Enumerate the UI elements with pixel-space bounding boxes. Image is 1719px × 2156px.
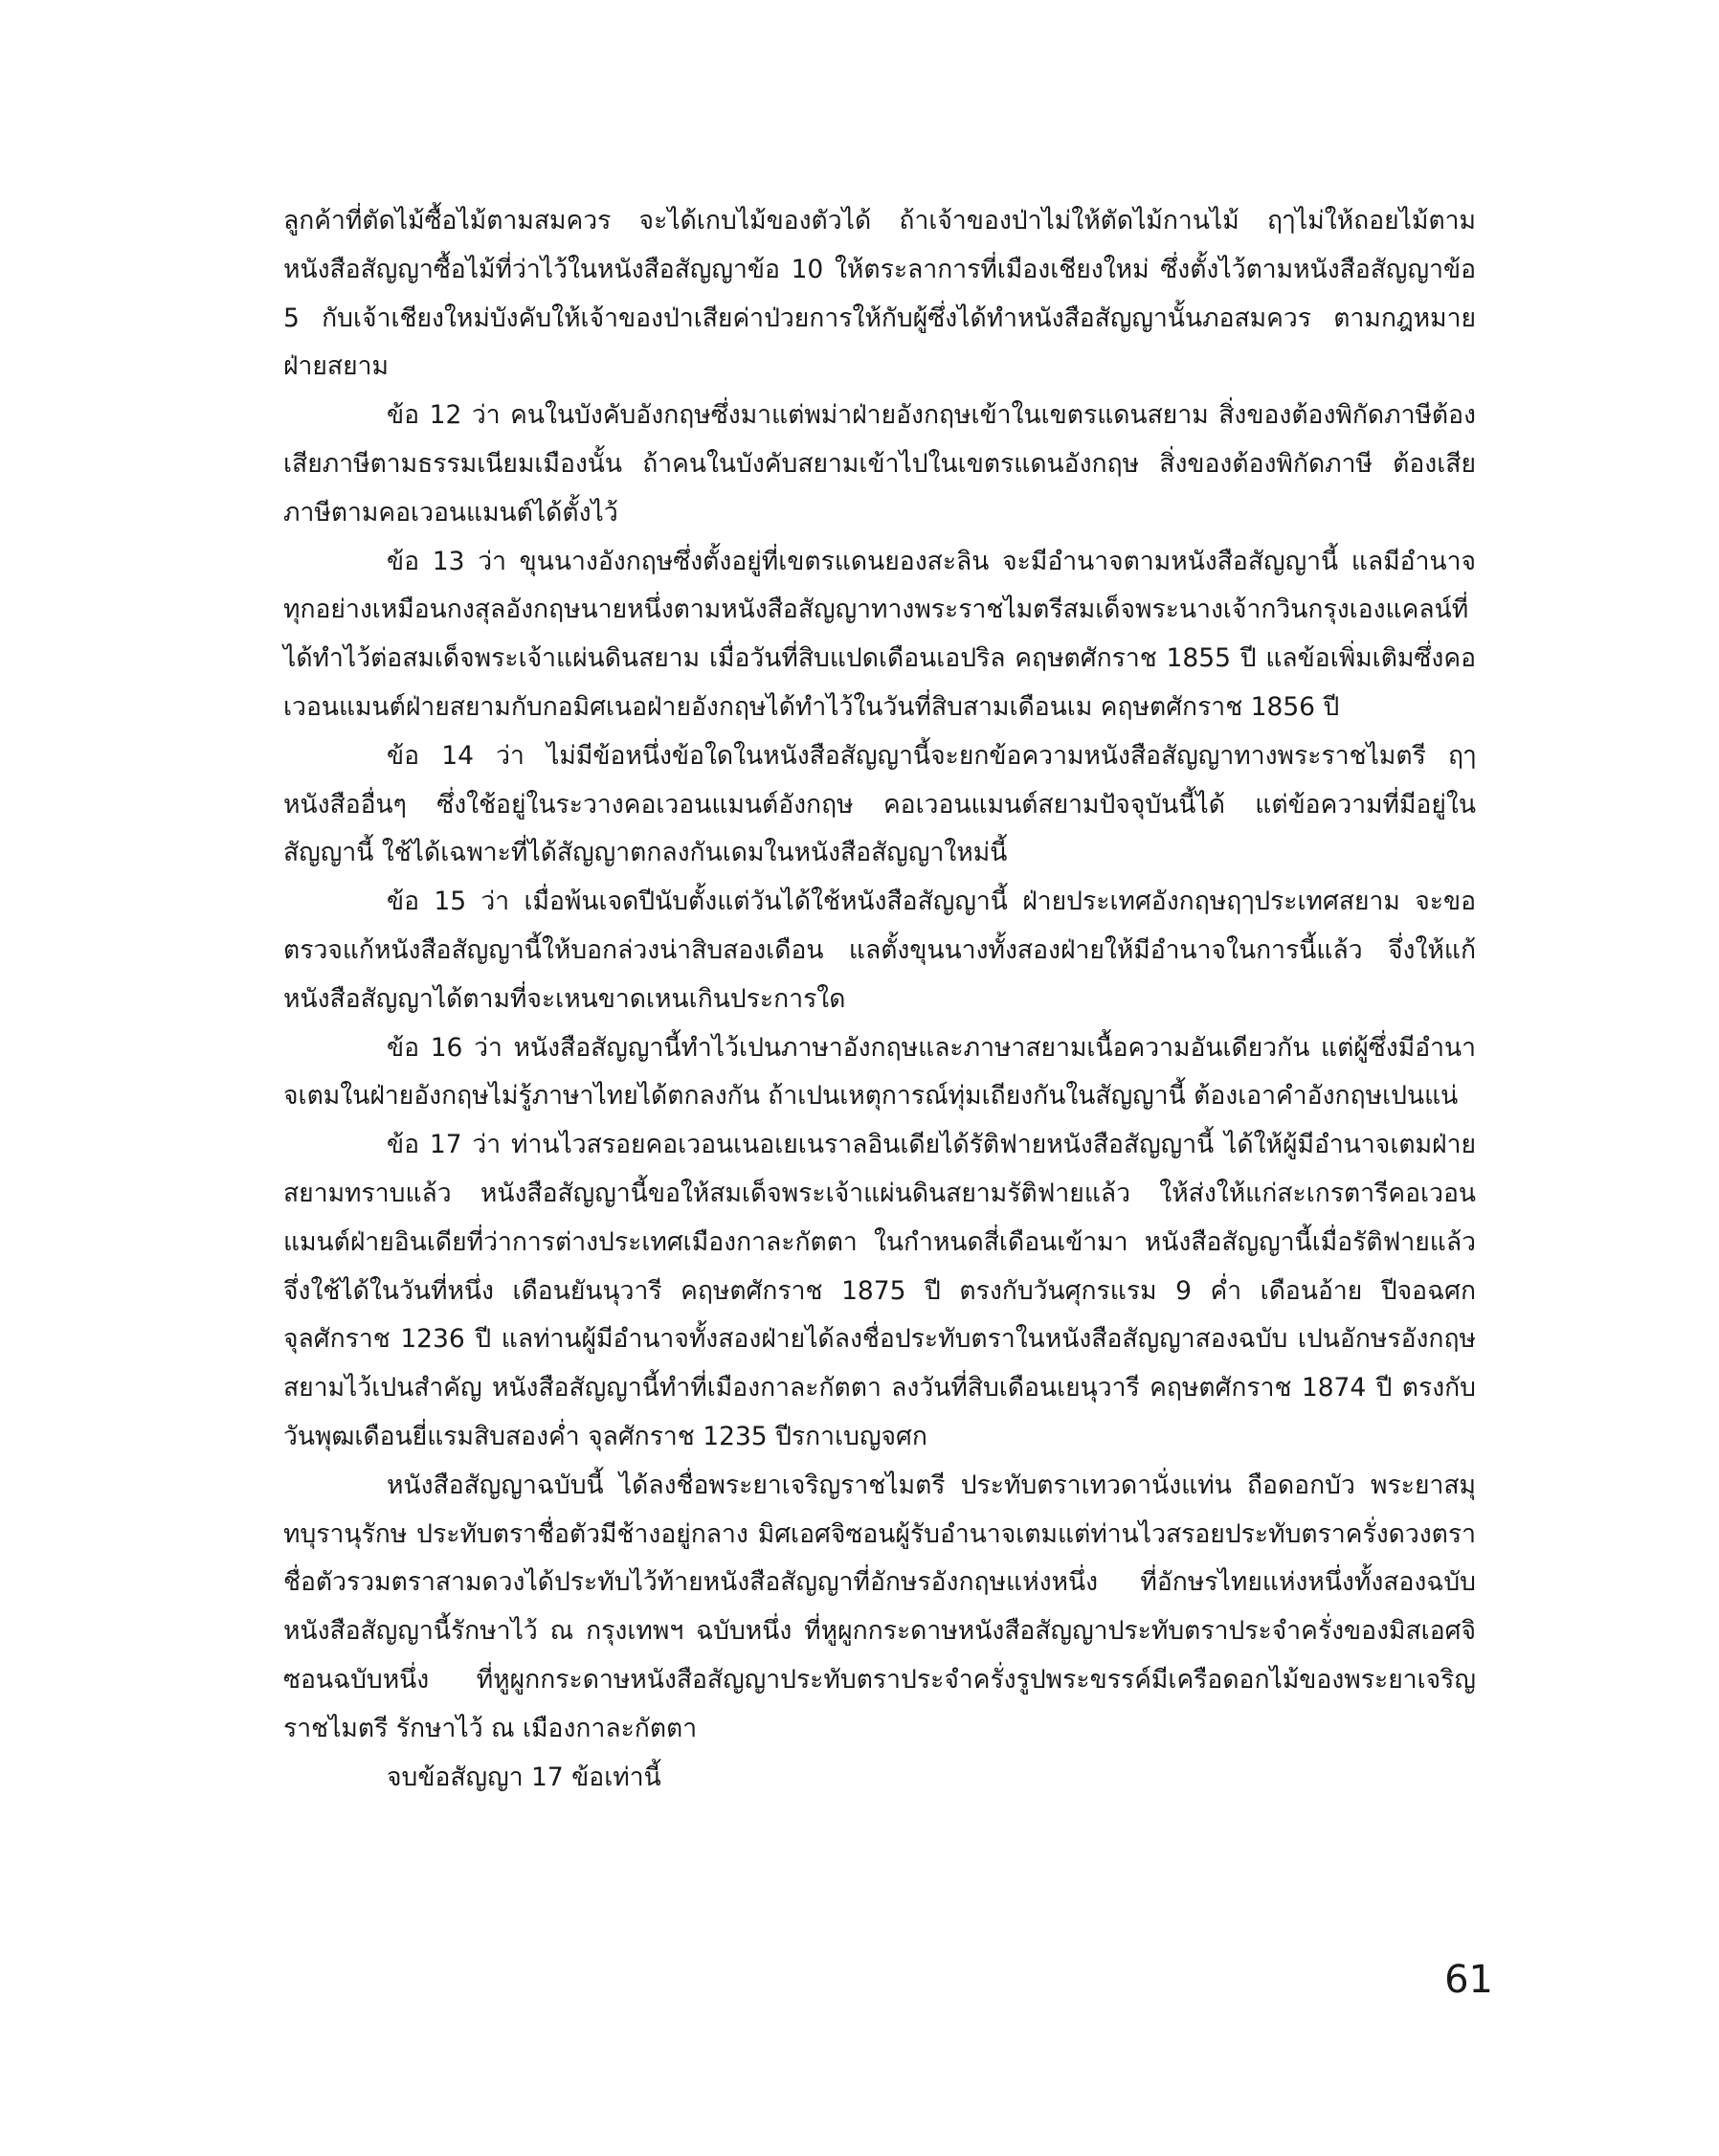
paragraph-continuation: ลูกค้าที่ตัดไม้ซื้อไม้ตามสมควร จะได้เกบไม้ของตัวได้ ถ้าเจ้าของป่าไม่ให้ตัดไม้กานไม้ ฤๅไม่ให้ถอยไม้ตามหนังสือสัญญาซื้อไม้ที่ว่าไว้ในหนังสือสัญญาข้อ 10 ให้ตระลาการที่เมืองเชียงใหม่ ซึ่งตั้งไว้ตามหนังสือสัญญาข้อ 5 กับเจ้าเชียงใหม่บังคับให้เจ้าของป่าเสียค่าป่วยการให้กับผู้ซึ่งได้ทำหนังสือสัญญานั้นภอสมควร ตามกฎหมายฝ่ายสยาม xyxy=(283,206,1476,382)
document-body xyxy=(283,197,1476,1802)
paragraph-article-16: ข้อ 16 ว่า หนังสือสัญญานี้ทำไว้เปนภาษาอังกฤษและภาษาสยามเนื้อความอันเดียวกัน แต่ผู้ซึ่งมีอำนาจเตมในฝ่ายอังกฤษไม่รู้ภาษาไทยได้ตกลงกัน ถ้าเปนเหตุการณ์ทุ่มเถียงกันในสัญญานี้ ต้องเอาคำอังกฤษเปนแน่ xyxy=(283,1032,1476,1112)
paragraph-article-14: ข้อ 14 ว่า ไม่มีข้อหนึ่งข้อใดในหนังสือสัญญานี้จะยกข้อความหนังสือสัญญาทางพระราชไมตรี ฤๅหนังสืออื่นๆ ซึ่งใช้อยู่ในระวางคอเวอนแมนต์อังกฤษ คอเวอนแมนต์สยามปัจจุบันนี้ได้ แต่ข้อความที่มีอยู่ในสัญญานี้ ใช้ได้เฉพาะที่ได้สัญญาตกลงกันเดมในหนังสือสัญญาใหม่นี้ xyxy=(283,740,1476,868)
paragraph-article-17: ข้อ 17 ว่า ท่านไวสรอยคอเวอนเนอเยเนราลอินเดียได้รัติฟายหนังสือสัญญานี้ ได้ให้ผู้มีอำนาจเตมฝ่ายสยามทราบแล้ว หนังสือสัญญานี้ขอให้สมเด็จพระเจ้าแผ่นดินสยามรัติฟายแล้ว ให้ส่งให้แก่สะเกรตารีคอเวอนแมนต์ฝ่ายอินเดียที่ว่าการต่างประเทศเมืองกาละกัตตา ในกำหนดสี่เดือนเข้ามา หนังสือสัญญานี้เมื่อรัติฟายแล้วจึ่งใช้ได้ในวันที่หนึ่ง เดือนยันนุวารี คฤษตศักราช 1875 ปี ตรงกับวันศุกรแรม 9 ค่ำ เดือนอ้าย ปีจอฉศก จุลศักราช 1236 ปี แลท่านผู้มีอำนาจทั้งสองฝ่ายได้ลงชื่อประทับตราในหนังสือสัญญาสองฉบับ เปนอักษรอังกฤษสยามไว้เปนสำคัญ หนังสือสัญญานี้ทำที่เมืองกาละกัตตา ลงวันที่สิบเดือนเยนุวารี คฤษตศักราช 1874 ปี ตรงกับวันพุฒเดือนยี่แรมสิบสองค่ำ จุลศักราช 1235 ปีรกาเบญจศก xyxy=(283,1130,1476,1451)
paragraph-article-15: ข้อ 15 ว่า เมื่อพ้นเจดปีนับตั้งแต่วันได้ใช้หนังสือสัญญานี้ ฝ่ายประเทศอังกฤษฤๅประเทศสยาม จะขอตรวจแก้หนังสือสัญญานี้ให้บอกล่วงน่าสิบสองเดือน แลตั้งขุนนางทั้งสองฝ่ายให้มีอำนาจในการนี้แล้ว จึ่งให้แก้หนังสือสัญญาได้ตามที่จะเหนขาดเหนเกินประการใด xyxy=(283,887,1476,1014)
paragraph-seals: หนังสือสัญญาฉบับนี้ ได้ลงชื่อพระยาเจริญราชไมตรี ประทับตราเทวดานั่งแท่น ถือดอกบัว พระยาสมุทบุรานุรักษ ประทับตราชื่อตัวมีช้างอยู่กลาง มิศเอศจิซอนผู้รับอำนาจเตมแต่ท่านไวสรอยประทับตราครั่งดวงตราชื่อตัวรวมตราสามดวงได้ประทับไว้ท้ายหนังสือสัญญาที่อักษรอังกฤษแห่งหนึ่ง ที่อักษรไทยแห่งหนึ่งทั้งสองฉบับ หนังสือสัญญานี้รักษาไว้ ณ กรุงเทพฯ ฉบับหนึ่ง ที่หูผูกกระดาษหนังสือสัญญาประทับตราประจำครั่งของมิสเอศจิซอนฉบับหนึ่ง ที่หูผูกกระดาษหนังสือสัญญาประทับตราประจำครั่งรูปพระขรรค์มีเครือดอกไม้ของพระยาเจริญราชไมตรี รักษาไว้ ณ เมืองกาละกัตตา xyxy=(283,1470,1476,1743)
paragraph-article-12: ข้อ 12 ว่า คนในบังคับอังกฤษซึ่งมาแต่พม่าฝ่ายอังกฤษเข้าในเขตรแดนสยาม สิ่งของต้องพิกัดภาษีต้องเสียภาษีตามธรรมเนียมเมืองนั้น ถ้าคนในบังคับสยามเข้าไปในเขตรแดนอังกฤษ สิ่งของต้องพิกัดภาษี ต้องเสียภาษีตามคอเวอนแมนต์ได้ตั้งไว้ xyxy=(283,400,1476,528)
paragraph-closing: จบข้อสัญญา 17 ข้อเท่านี้ xyxy=(387,1762,661,1792)
paragraph-article-13: ข้อ 13 ว่า ขุนนางอังกฤษซึ่งตั้งอยู่ที่เขตรแดนยองสะลิน จะมีอำนาจตามหนังสือสัญญานี้ แลมีอำนาจทุกอย่างเหมือนกงสุลอังกฤษนายหนึ่งตามหนังสือสัญญาทางพระราชไมตรีสมเด็จพระนางเจ้ากวินกรุงเองแคลน์ที่ได้ทำไว้ต่อสมเด็จพระเจ้าแผ่นดินสยาม เมื่อวันที่สิบแปดเดือนเอปริล คฤษตศักราช 1855 ปี แลข้อเพิ่มเติมซึ่งคอเวอนแมนต์ฝ่ายสยามกับกอมิศเนอฝ่ายอังกฤษได้ทำไว้ในวันที่สิบสามเดือนเม คฤษตศักราช 1856 ปี xyxy=(283,546,1476,722)
page-number: 61 xyxy=(1444,1958,1493,2002)
